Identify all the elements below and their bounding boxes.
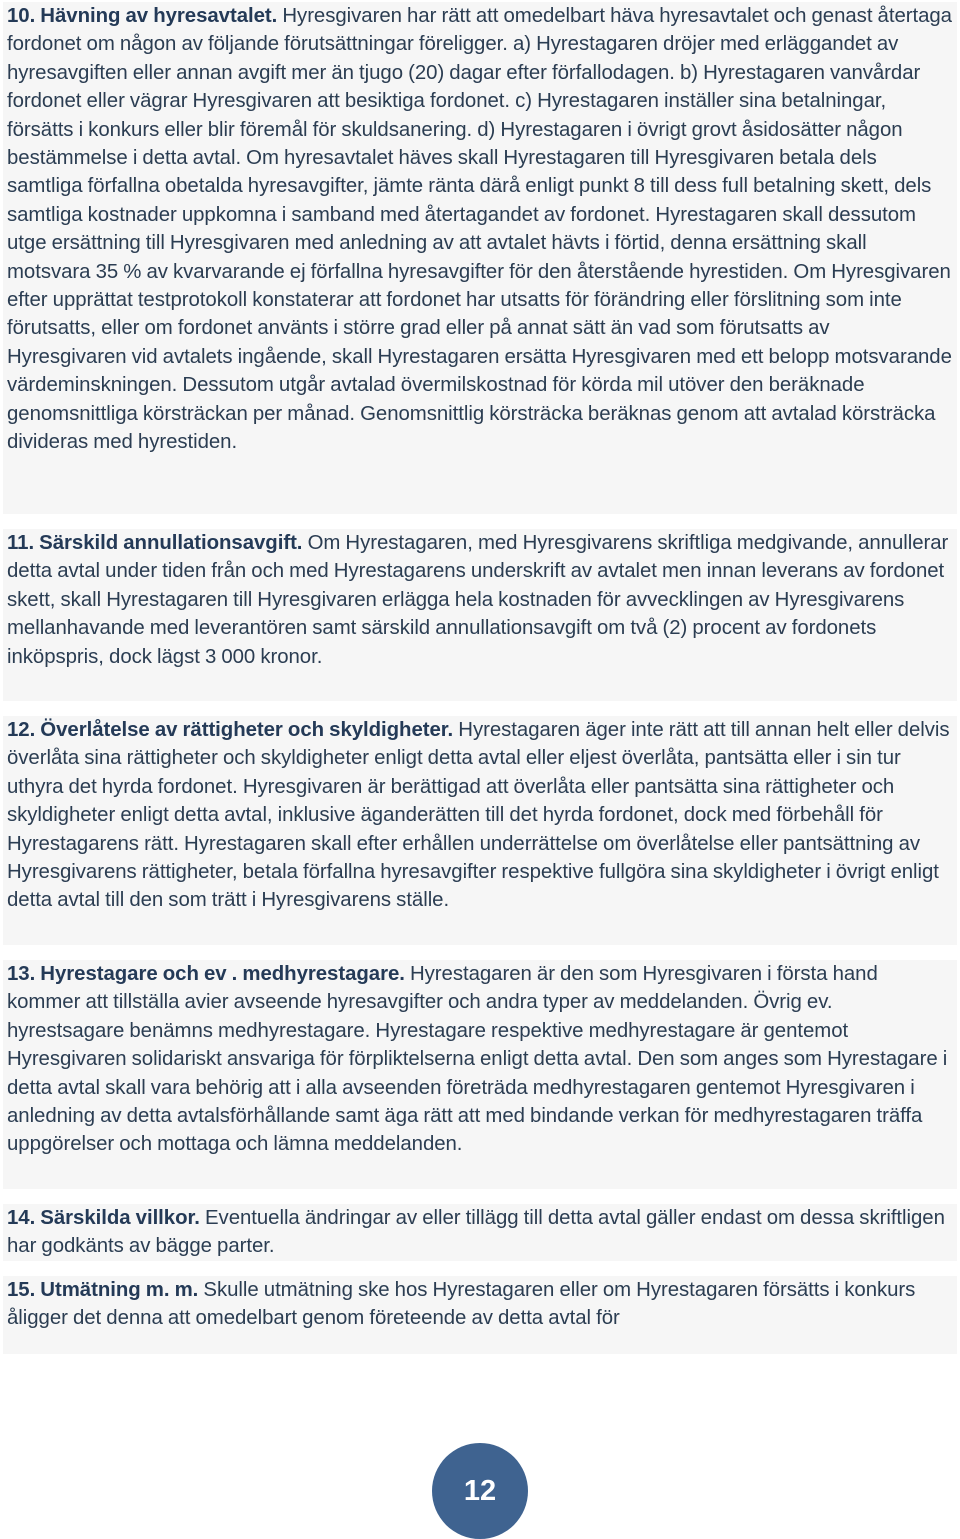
section-body: Hyrestagaren äger inte rätt att till annan helt eller delvis överlåta sina rättigheter och skyldigheter enligt detta avtal eller eljest överlåta, pantsätta eller i sin tur uthyra det hyrda fordonet. Hyresgivaren är berättigad att överlåta eller pantsätta sina rättigheter och skyldigheter enligt detta avtal, inklusive äganderätten till det hyrda fordonet, dock med förbehåll för Hyrestagarens rätt. Hyrestagaren skall efter erhållen underrättelse om överlåtelse eller pantsättning av Hyresgivarens rättigheter, betala förfallna hyresavgifter respektive fullgöra sina skyldigheter i övrigt enligt detta avtal till den som trätt i Hyresgivarens ställe. [7,719,950,912]
section-heading: 10. Hävning av hyresavtalet. [7,5,278,27]
page-number-badge: 12 [432,1443,528,1539]
section-heading: 15. Utmätning m. m. [7,1279,199,1301]
section-10-havning [3,2,957,514]
section-body: Om Hyrestagaren, med Hyresgivarens skriftliga medgivande, annullerar detta avtal under tiden från och med Hyrestagarens underskrift av avtalet men innan leverans av fordonet skett, skall Hyrestagaren till Hyresgivaren erlägga hela kostnaden för avvecklingen av Hyresgivarens mellanhavande med leverantören samt särskild annullationsavgift om två (2) procent av fordonets inköpspris, dock lägst 3 000 kronor. [7,532,949,668]
section-14-sarskilda-villkor [3,1204,957,1261]
section-12-overlatelse [3,716,957,945]
section-11-annullationsavgift [3,529,957,701]
section-body: Eventuella ändringar av eller tillägg till detta avtal gäller endast om dessa skriftligen har godkänts av bägge parter. [7,1207,945,1258]
section-heading: 12. Överlåtelse av rättigheter och skyldigheter. [7,719,454,741]
section-15-utmatning [3,1276,957,1354]
section-body: Hyresgivaren har rätt att omedelbart häva hyresavtalet och genast återtaga fordonet om någon av följande förutsättningar föreligger. a) Hyrestagaren dröjer med erläggandet av hyresavgiften eller annan avgift mer än tjugo (20) dagar efter förfallodagen. b) Hyrestagaren vanvårdar fordonet eller vägrar Hyresgivaren att besiktiga fordonet. c) Hyrestagaren inställer sina betalningar, försätts i konkurs eller blir föremål för skuldsanering. d) Hyrestagaren i övrigt grovt åsidosätter någon bestämmelse i detta avtal. Om hyresavtalet häves skall Hyrestagaren till Hyresgivaren betala dels samtliga förfallna obetalda hyresavgifter, jämte ränta därå enligt punkt 8 till dess full betalning skett, dels samtliga kostnader uppkomna i samband med återtagandet av fordonet. Hyrestagaren skall dessutom utge ersättning till Hyresgivaren med anledning av att avtalet hävts i förtid, denna ersättning skall motsvara 35 % av kvarvarande ej förfallna hyresavgifter för den återstående hyrestiden. Om Hyresgivaren efter upprättat testprotokoll konstaterar att fordonet har utsatts för förändring eller förslitning som inte förutsatts, eller om fordonet använts i större grad eller på annat sätt än vad som förutsatts av Hyresgivaren vid avtalets ingående, skall Hyrestagaren ersätta Hyresgivaren med ett belopp motsvarande värdeminskningen. Dessutom utgår avtalad övermilskostnad för körda mil utöver den beräknade genomsnittliga körsträckan per månad. Genomsnittlig körsträcka beräknas genom att avtalad körsträcka divideras med hyrestiden. [7,5,952,454]
section-body: Skulle utmätning ske hos Hyrestagaren eller om Hyrestagaren försätts i konkurs åligger det denna att omedelbart genom företeende av detta avtal för [7,1279,916,1330]
section-heading: 13. Hyrestagare och ev . medhyrestagare. [7,963,405,985]
section-heading: 14. Särskilda villkor. [7,1207,200,1229]
section-heading: 11. Särskild annullationsavgift. [7,532,303,554]
section-body: Hyrestagaren är den som Hyresgivaren i första hand kommer att tillställa avier avseende hyresavgifter och andra typer av meddelanden. Övrig ev. hyrestsagare benämns medhyrestagare. Hyrestagare respektive medhyrestagare är gentemot Hyresgivaren solidariskt ansvariga för förpliktelserna enligt detta avtal. Den som anges som Hyrestagare i detta avtal skall vara behörig att i alla avseenden företräda medhyrestagaren gentemot Hyresgivaren i anledning av detta avtalsförhållande samt äga rätt att med bindande verkan för medhyrestagaren träffa uppgörelser och mottaga och lämna meddelanden. [7,963,948,1156]
document-page [3,2,957,1354]
section-13-hyrestagare [3,960,957,1189]
